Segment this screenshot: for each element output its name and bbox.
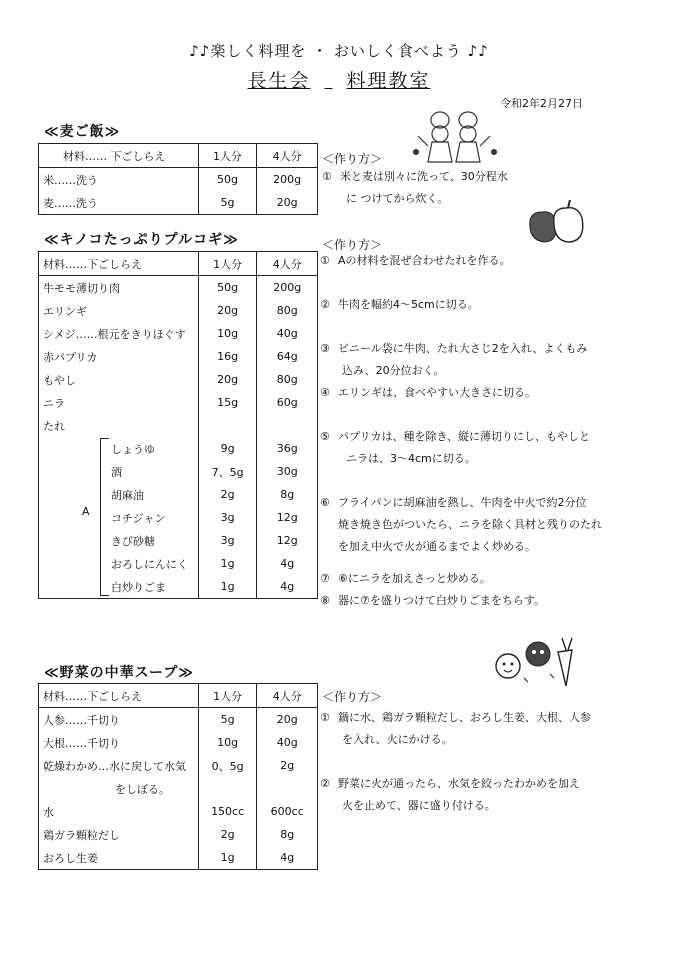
table-row: 大根……千切り 10g 40g: [39, 731, 318, 754]
group-a-label: A: [82, 505, 90, 518]
table-row: 水 150cc 600cc: [39, 800, 318, 823]
step-6-cont: を加え中火で火が通るまでよく炒める。: [338, 540, 536, 553]
document-date: 令和2年2月27日: [500, 97, 583, 110]
vegetables-illustration: [492, 632, 582, 688]
table-row: 白炒りごま 1g 4g: [39, 575, 318, 599]
table-row: コチジャン 3g 12g: [39, 506, 318, 529]
method-title: ＜作り方＞: [322, 238, 383, 252]
table-row: 米……洗う 50g 200g: [39, 168, 318, 192]
section-title-bulgogi: ≪キノコたっぷりプルコギ≫: [44, 232, 239, 248]
method-steps-chinese-soup: [320, 707, 591, 817]
step-1-cont: に つけてから炊く。: [346, 192, 449, 205]
method-title: ＜作り方＞: [322, 690, 383, 704]
table-header-row: 材料…… 下ごしらえ 1人分 4人分: [39, 144, 318, 168]
table-row: 胡麻油 2g 8g: [39, 483, 318, 506]
table-row: をしぼる。: [39, 777, 318, 800]
step-3: ③ ビニール袋に牛肉、たれ大さじ2を入れ、よくもみ: [320, 342, 588, 355]
table-row: 牛モモ薄切り肉 50g 200g: [39, 276, 318, 300]
step-7: ⑦ ⑥にニラを加えさっと炒める。: [320, 572, 491, 585]
header-slogan: ♪♪楽しく料理を ・ おいしく食べよう ♪♪: [189, 42, 489, 60]
table-row: 乾燥わかめ…水に戻して水気 0、5g 2g: [39, 754, 318, 777]
step-1-cont: を入れ、火にかける。: [342, 733, 453, 746]
step-2: ② 野菜に火が通ったら、水気を絞ったわかめを加え: [320, 777, 580, 790]
method-steps-bulgogi: [320, 250, 602, 612]
table-row: きび砂糖 3g 12g: [39, 529, 318, 552]
pepper-illustration: [524, 200, 588, 246]
step-2: ② 牛肉を幅約4～5cmに切る。: [320, 298, 479, 311]
step-1: ① Aの材料を混ぜ合わせたれを作る。: [320, 254, 511, 267]
step-1: ① 米と麦は別々に洗って、30分程水: [322, 170, 508, 183]
group-a-bracket: [100, 438, 109, 596]
method-steps-mugi-gohan: [322, 166, 508, 210]
step-6: ⑥ フライパンに胡麻油を熱し、牛肉を中火で約2分位: [320, 496, 587, 509]
table-row: エリンギ 20g 80g: [39, 299, 318, 322]
event-name: 料理教室: [346, 70, 431, 92]
table-header-row: 材料……下ごしらえ 1人分 4人分: [39, 684, 318, 708]
ingredients-table-mugi-gohan: [38, 143, 318, 215]
org-name: 長生会: [247, 70, 311, 92]
table-row: 赤パプリカ 16g 64g: [39, 345, 318, 368]
step-6-cont: 焼き焼き色がついたら、ニラを除く具材と残りのたれ: [338, 518, 602, 531]
chefs-illustration: [410, 106, 500, 166]
method-title: ＜作り方＞: [322, 152, 383, 166]
table-row: もやし 20g 80g: [39, 368, 318, 391]
ingredients-table-bulgogi: [38, 251, 318, 599]
table-row: 鶏ガラ顆粒だし 2g 8g: [39, 823, 318, 846]
table-row: おろしにんにく 1g 4g: [39, 552, 318, 575]
step-1: ① 鍋に水、鶏ガラ顆粒だし、おろし生姜、大根、人参: [320, 711, 591, 724]
step-4: ④ エリンギは、食べやすい大きさに切る。: [320, 386, 536, 399]
table-row: おろし生姜 1g 4g: [39, 846, 318, 870]
section-title-mugi-gohan: ≪麦ご飯≫: [44, 124, 121, 140]
step-3-cont: 込み、20分位おく。: [342, 364, 445, 377]
section-title-chinese-soup: ≪野菜の中華スープ≫: [44, 665, 194, 681]
header-title: [0, 66, 678, 93]
table-header-row: 材料……下ごしらえ 1人分 4人分: [39, 252, 318, 276]
step-2-cont: 火を止めて、器に盛り付ける。: [342, 799, 496, 812]
table-row: ニラ 15g 60g: [39, 391, 318, 414]
step-5: ⑤ パプリカは、種を除き、縦に薄切りにし、もやしと: [320, 430, 591, 443]
table-row: 酒 7、5g 30g: [39, 460, 318, 483]
table-row: 麦……洗う 5g 20g: [39, 191, 318, 215]
step-5-cont: ニラは、3～4cmに切る。: [346, 452, 476, 465]
table-row: 人参……千切り 5g 20g: [39, 708, 318, 732]
table-row: しょうゆ 9g 36g: [39, 437, 318, 460]
ingredients-table-chinese-soup: [38, 683, 318, 870]
table-row: シメジ……根元をきりほぐす 10g 40g: [39, 322, 318, 345]
table-row: たれ: [39, 414, 318, 437]
step-8: ⑧ 器に⑦を盛りつけて白炒りごまをちらす。: [320, 594, 545, 607]
